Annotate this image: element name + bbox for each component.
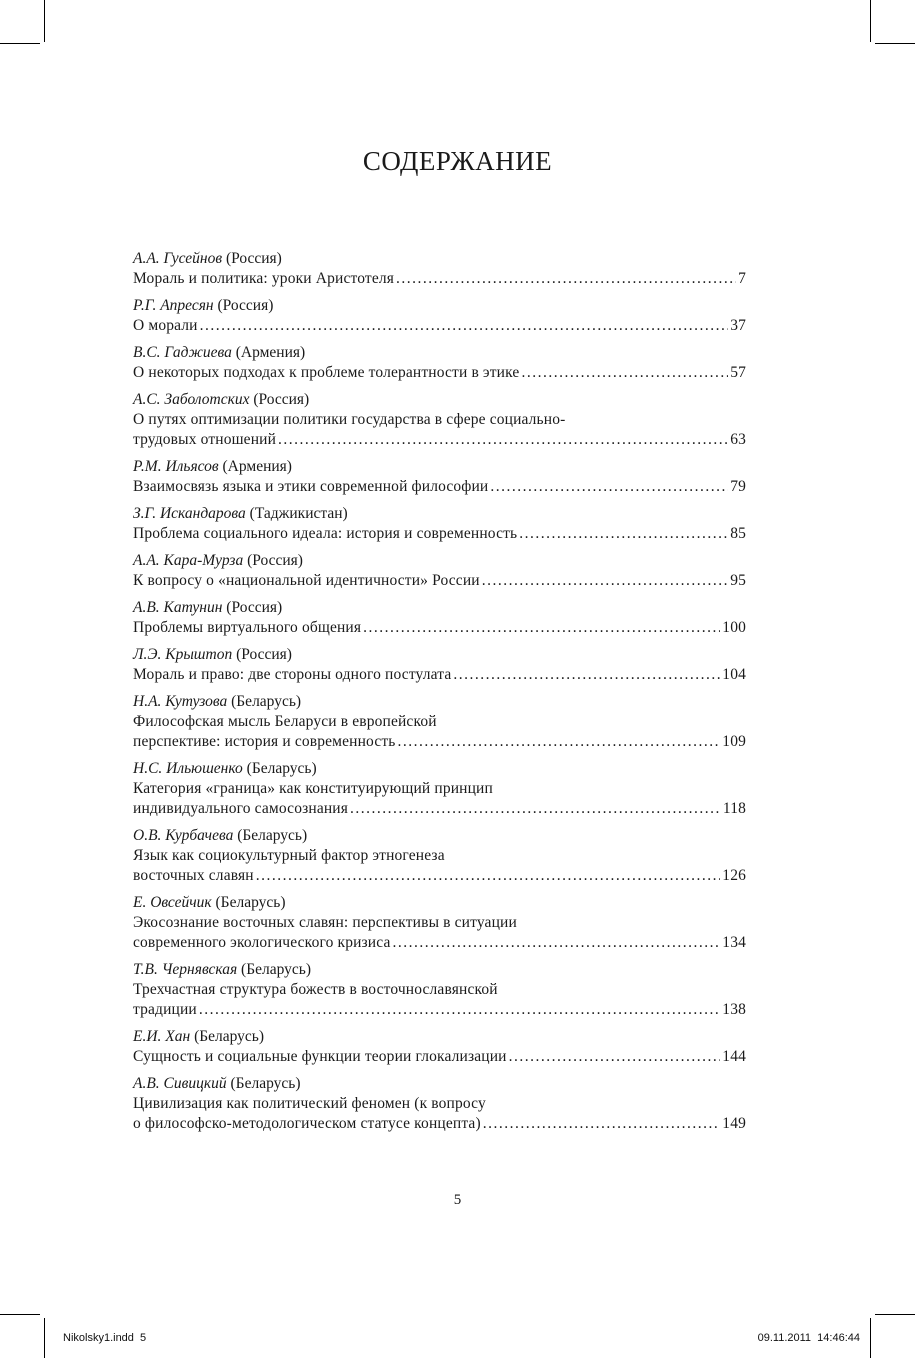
toc-title-line: Цивилизация как политический феномен (к вопросу — [133, 1095, 486, 1112]
toc-country: (Россия) — [236, 646, 292, 663]
crop-mark — [875, 1314, 915, 1315]
toc-country: (Россия) — [217, 297, 274, 314]
toc-leader-dots — [200, 316, 729, 336]
slug-date: 09.11.2011 — [757, 1332, 812, 1344]
toc-title: трудовых отношений — [133, 431, 277, 448]
toc-page-number: 149 — [722, 1115, 746, 1132]
toc-leader-dots — [393, 933, 721, 953]
toc-title-line: О путях оптимизации политики государства в сфере социально- — [133, 411, 566, 428]
page-number: 5 — [453, 1192, 462, 1208]
toc-author: А.В. Сивицкий — [133, 1075, 227, 1092]
toc-author: З.Г. Искандарова — [133, 505, 246, 522]
toc-title: Проблемы виртуального общения — [133, 619, 362, 636]
toc-entry — [133, 550, 746, 591]
toc-title: Мораль и политика: уроки Аристотеля — [133, 270, 395, 287]
toc-entry — [133, 644, 746, 685]
toc-leader-dots — [398, 732, 721, 752]
toc-title-row — [133, 524, 746, 544]
toc-leader-dots — [509, 1047, 721, 1067]
toc-author-line — [133, 691, 746, 712]
toc-author-line — [133, 758, 746, 779]
slug-file-page: 5 — [140, 1332, 147, 1344]
toc-title-row — [133, 363, 746, 383]
toc-title-line: Трехчастная структура божеств в восточнославянской — [133, 981, 498, 998]
crop-mark — [44, 0, 45, 42]
toc-entry — [133, 825, 746, 886]
toc-author-line — [133, 456, 746, 477]
toc-leader-dots — [521, 363, 728, 383]
toc-author-line — [133, 550, 746, 571]
toc-entry — [133, 295, 746, 336]
toc-title-row — [133, 269, 746, 289]
toc-title: перспективе: история и современность — [133, 733, 396, 750]
toc-country: (Беларусь) — [194, 1028, 265, 1045]
toc-title: О некоторых подходах к проблеме толерантности в этике — [133, 364, 520, 381]
toc-page-number: 79 — [730, 478, 746, 495]
toc-page-number: 118 — [722, 800, 746, 817]
toc-page-number: 37 — [730, 317, 746, 334]
toc-entry — [133, 456, 746, 497]
toc-country: (Армения) — [222, 458, 292, 475]
toc-leader-dots — [278, 430, 728, 450]
toc-author: Р.М. Ильясов — [133, 458, 219, 475]
slug-file — [63, 1332, 146, 1344]
slug-timestamp — [758, 1332, 860, 1344]
toc-author: Т.В. Чернявская — [133, 961, 238, 978]
toc-leader-dots — [363, 618, 720, 638]
toc-entry — [133, 1026, 746, 1067]
toc-title-line: Экосознание восточных славян: перспективы в ситуации — [133, 914, 517, 931]
toc-country: (Россия) — [253, 391, 310, 408]
toc-author-line — [133, 825, 746, 846]
toc-country: (Армения) — [235, 344, 306, 361]
toc-author: Н.А. Кутузова — [133, 693, 228, 710]
toc-leader-dots — [519, 524, 728, 544]
toc-entry — [133, 691, 746, 752]
crop-mark — [875, 43, 915, 44]
toc-title-row — [133, 618, 746, 638]
toc-author-line — [133, 503, 746, 524]
toc-author-line — [133, 295, 746, 316]
toc-author: Р.Г. Апресян — [133, 297, 214, 314]
toc-entry — [133, 959, 746, 1020]
toc-title-row — [133, 477, 746, 497]
toc-title-row — [133, 1047, 746, 1067]
toc-page-number: 134 — [722, 934, 746, 951]
toc-entry — [133, 1073, 746, 1134]
toc-title-row — [133, 732, 746, 752]
toc-author: Л.Э. Крыштоп — [133, 646, 233, 663]
toc-entry — [133, 758, 746, 819]
toc-title: Сущность и социальные функции теории глокализации — [133, 1048, 507, 1065]
toc-page-number: 63 — [730, 431, 746, 448]
toc-author-line — [133, 597, 746, 618]
slug-filename: Nikolsky1.indd — [63, 1332, 134, 1344]
toc-title: современного экологического кризиса — [133, 934, 391, 951]
toc-author-line — [133, 892, 746, 913]
toc-page-number: 57 — [730, 364, 746, 381]
crop-mark — [0, 43, 40, 44]
toc-page-number: 100 — [722, 619, 746, 636]
toc-author: А.В. Катунин — [133, 599, 223, 616]
crop-mark — [870, 0, 871, 42]
toc-author-line — [133, 389, 746, 410]
toc-page-number: 126 — [722, 867, 746, 884]
toc-country: (Таджикистан) — [249, 505, 348, 522]
toc-page-number: 144 — [722, 1048, 746, 1065]
crop-mark — [44, 1318, 45, 1358]
toc-title-row — [133, 866, 746, 886]
toc-title: О морали — [133, 317, 198, 334]
toc-entry — [133, 342, 746, 383]
toc-page-number: 104 — [722, 666, 746, 683]
toc-page-number: 95 — [730, 572, 746, 589]
toc-leader-dots — [453, 665, 720, 685]
toc-leader-dots — [350, 799, 721, 819]
slug-time: 14:46:44 — [817, 1332, 860, 1344]
toc-entry — [133, 503, 746, 544]
toc-author-line — [133, 644, 746, 665]
toc-title: традиции — [133, 1001, 197, 1018]
toc-title: Мораль и право: две стороны одного постулата — [133, 666, 452, 683]
toc-page-number: 109 — [722, 733, 746, 750]
toc-title: индивидуального самосознания — [133, 800, 349, 817]
toc-author: А.А. Кара-Мурза — [133, 552, 244, 569]
toc-author: А.А. Гусейнов — [133, 250, 223, 267]
toc-author: В.С. Гаджиева — [133, 344, 232, 361]
toc-title-row — [133, 571, 746, 591]
toc-author-line — [133, 1073, 746, 1094]
toc-author: А.С. Заболотских — [133, 391, 250, 408]
toc-author-line — [133, 1026, 746, 1047]
toc-country: (Россия) — [226, 599, 283, 616]
toc-title-row — [133, 933, 746, 953]
toc-leader-dots — [199, 1000, 720, 1020]
toc-country: (Беларусь) — [230, 1075, 301, 1092]
toc-leader-dots — [490, 477, 728, 497]
toc-title-row — [133, 430, 746, 450]
toc-country: (Россия) — [247, 552, 303, 569]
toc-title: К вопросу о «национальной идентичности» России — [133, 572, 480, 589]
toc-leader-dots — [256, 866, 721, 886]
toc-title: о философско-методологическом статусе концепта) — [133, 1115, 481, 1132]
toc-page-number: 138 — [722, 1001, 746, 1018]
toc-entry — [133, 892, 746, 953]
toc-country: (Беларусь) — [231, 693, 302, 710]
toc-author: Е.И. Хан — [133, 1028, 191, 1045]
toc-country: (Беларусь) — [241, 961, 312, 978]
toc-title-row — [133, 799, 746, 819]
toc-title-line: Философская мысль Беларуси в европейской — [133, 713, 437, 730]
toc-page-number: 7 — [738, 270, 746, 287]
toc-leader-dots — [483, 1114, 721, 1134]
toc-title: Проблема социального идеала: история и современность — [133, 525, 518, 542]
crop-mark — [870, 1318, 871, 1358]
toc-author: О.В. Курбачева — [133, 827, 234, 844]
toc-author: Е. Овсейчик — [133, 894, 212, 911]
toc-author: Н.С. Ильюшенко — [133, 760, 243, 777]
toc-author-line — [133, 248, 746, 269]
toc-country: (Беларусь) — [246, 760, 317, 777]
crop-mark — [0, 1314, 40, 1315]
toc-author-line — [133, 959, 746, 980]
toc-title-row — [133, 316, 746, 336]
toc-page-number: 85 — [730, 525, 746, 542]
toc-author-line — [133, 342, 746, 363]
toc-leader-dots — [482, 571, 728, 591]
page-title: СОДЕРЖАНИЕ — [362, 146, 553, 176]
toc-title-line: Категория «граница» как конституирующий принцип — [133, 780, 493, 797]
toc-country: (Беларусь) — [237, 827, 308, 844]
toc-entry — [133, 389, 746, 450]
toc-country: (Беларусь) — [215, 894, 286, 911]
table-of-contents — [133, 248, 746, 1140]
toc-entry — [133, 248, 746, 289]
toc-title-row — [133, 1114, 746, 1134]
toc-leader-dots — [396, 269, 736, 289]
toc-title-row — [133, 1000, 746, 1020]
toc-country: (Россия) — [225, 250, 282, 267]
toc-title-row — [133, 665, 746, 685]
toc-title-line: Язык как социокультурный фактор этногенеза — [133, 847, 445, 864]
toc-entry — [133, 597, 746, 638]
toc-title: Взаимосвязь языка и этики современной философии — [133, 478, 489, 495]
toc-title: восточных славян — [133, 867, 254, 884]
